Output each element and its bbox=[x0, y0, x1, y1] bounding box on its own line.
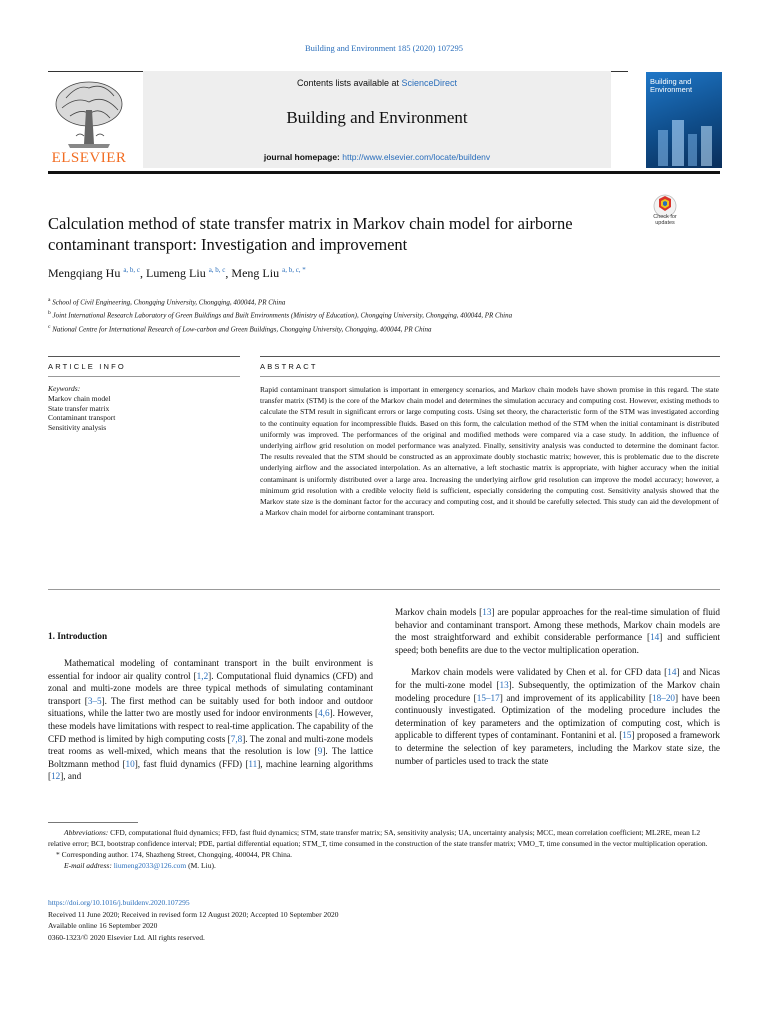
homepage-link[interactable]: http://www.elsevier.com/locate/buildenv bbox=[342, 152, 491, 162]
citation-ref[interactable]: 12 bbox=[51, 771, 61, 782]
author-affiliation-marks[interactable]: a, b, c, * bbox=[282, 266, 306, 274]
copyright: 0360-1323/© 2020 Elsevier Ltd. All rights reserved. bbox=[48, 932, 205, 942]
contents-prefix: Contents lists available at bbox=[296, 78, 402, 88]
section-heading-introduction: 1. Introduction bbox=[48, 631, 108, 641]
paragraph-text: ]. However, these models have limitations with respect to real-time application. The capability of the CFD method is limited by high computing costs [ bbox=[48, 708, 373, 744]
paragraph-text: ] and improvement of its applicability [ bbox=[499, 692, 653, 703]
abbreviations-footnote bbox=[48, 827, 720, 849]
citation-ref[interactable]: 13 bbox=[482, 607, 492, 617]
sciencedirect-link[interactable]: ScienceDirect bbox=[401, 78, 458, 88]
footnotes bbox=[48, 827, 720, 871]
paragraph-text: Markov chain models were validated by Chen et al. for CFD data [ bbox=[411, 667, 668, 678]
author-name[interactable]: Lumeng Liu bbox=[146, 266, 206, 280]
citation-ref[interactable]: 13 bbox=[499, 679, 509, 690]
email-label: E-mail address: bbox=[64, 861, 112, 870]
author-name[interactable]: Mengqiang Hu bbox=[48, 266, 121, 280]
intro-paragraph bbox=[395, 666, 720, 767]
paragraph-text: ]. The first method can be suitably used for both indoor and outdoor situations, while the latter two are mostly used for indoor environments [ bbox=[48, 695, 373, 719]
doi-link[interactable]: https://doi.org/10.1016/j.buildenv.2020.107295 bbox=[48, 898, 190, 907]
email-link[interactable]: liumeng2033@126.com bbox=[113, 861, 187, 870]
intro-paragraph bbox=[48, 657, 373, 783]
citation-ref[interactable]: 4,6 bbox=[318, 708, 330, 719]
affiliation-text: Joint International Research Laboratory of Green Buildings and Built Environments (Ministry of Education), Chongqing University, Chongqing, 400044, PR China bbox=[52, 311, 513, 320]
paragraph-text: ], and bbox=[60, 771, 82, 782]
body-right-column bbox=[395, 606, 720, 767]
cover-building-art bbox=[650, 112, 720, 166]
affiliation-text: School of Civil Engineering, Chongqing University, Chongqing, 400044, PR China bbox=[52, 298, 286, 307]
citation-ref[interactable]: 1,2 bbox=[196, 670, 209, 681]
journal-citation[interactable]: Building and Environment 185 (2020) 107295 bbox=[305, 43, 463, 53]
author-affiliation-marks[interactable]: a, b, c bbox=[123, 266, 141, 274]
abstract-bottom-rule bbox=[48, 589, 720, 590]
paragraph-text: Markov chain models [ bbox=[395, 607, 483, 617]
citation-ref[interactable]: 3–5 bbox=[87, 695, 102, 706]
keyword-item: Contaminant transport bbox=[48, 413, 116, 423]
paragraph-text: ] have been continuously investigated. Optimization of the modeling procedure includes the determination of key parameters and the optimization of computing cost, which is applicable to different types of contaminant. Fontanini et al. [ bbox=[395, 692, 720, 741]
footnote-rule bbox=[48, 822, 138, 823]
paragraph-text: ] and Nicas for the multi-zone model [ bbox=[395, 667, 720, 690]
keywords-block bbox=[48, 384, 238, 433]
abstract-rule bbox=[260, 356, 720, 357]
abbreviations-label: Abbreviations: bbox=[64, 828, 109, 837]
article-info-heading: ARTICLE INFO bbox=[48, 362, 126, 371]
affiliation-line bbox=[48, 295, 728, 308]
check-updates-label[interactable]: Check for updates bbox=[653, 214, 677, 226]
header-thick-rule bbox=[48, 171, 720, 174]
available-online: Available online 16 September 2020 bbox=[48, 921, 158, 930]
paragraph-text: ] proposed a framework to determine the selection of key parameters, including the Markov state size, the number of particles used to track the state bbox=[395, 730, 721, 766]
paragraph-text: ] and sufficient speed; both benefits are due to the vector multiplication operation. bbox=[395, 632, 720, 655]
affiliation-line bbox=[48, 308, 728, 321]
paragraph-text: ], machine learning algorithms [ bbox=[48, 758, 373, 782]
corresponding-author-note: * Corresponding author. 174, Shazheng Street, Chongqing, 400044, PR China. bbox=[56, 850, 293, 859]
affiliation-line bbox=[48, 322, 728, 335]
citation-ref[interactable]: 15–17 bbox=[476, 692, 500, 703]
article-meta bbox=[48, 897, 720, 943]
body-left-column bbox=[48, 657, 373, 783]
abstract-text: Rapid contaminant transport simulation is important in emergency scenarios, and Markov chain models have shown promise in this regard. The state transfer matrix (STM) is the core of the Markov chain model and determines the simulation accuracy and computing cost. However, existing methods to calculate the STM result in significant errors or large computing costs. Using set theory, the characteristic form of the STM was investigated according to the continuity equation for incompressible fluids. Based on this form, the calculation method of the STM when the initial contaminant is distributed uniformly was improved. The performances of the original and modified methods were compared via a case study. In addition, the influence of underlying airflow grid resolution on model performance was analyzed. Finally, sensitivity analysis was conducted to determine the dominant factor. The results revealed that the STM should be constructed as an approximate doubly stochastic matrix; however, this is problematic due to the discrete underlying airflow and the associated interpolation. As an alternative, a left stochastic matrix is appropriate, with higher accuracy when the initial contaminant is uniformly distributed over a large area. Increasing the underlying airflow grid resolution can improve the model accuracy; however, a minimum grid resolution with a credible velocity field is sufficient, especially considering the computing cost. Sensitivity analysis showed that the Markov state size is the dominant factor for the accuracy and computing cost, and it should be carefully selected. This study can aid the development of a Markov chain model for airborne contaminant transport. bbox=[260, 385, 719, 518]
keyword-item: Markov chain model bbox=[48, 393, 111, 403]
journal-homepage bbox=[143, 152, 611, 162]
publisher-name: ELSEVIER bbox=[51, 150, 127, 166]
keyword-item: Sensitivity analysis bbox=[48, 423, 107, 433]
homepage-label: journal homepage: bbox=[263, 152, 340, 162]
affiliation-mark: b bbox=[48, 310, 51, 317]
paragraph-text: ] are popular approaches for the real-time simulation of fluid behavior and contaminant transport. Among these methods, Markov chain models are the most straightforward and exhibit considerable performance [ bbox=[395, 607, 720, 643]
paragraph-text: ]. The zonal and multi-zone models treat rooms as well-mixed, which means that the resolution is low [ bbox=[48, 733, 373, 757]
keywords-label: Keywords: bbox=[48, 384, 81, 393]
email-suffix: (M. Liu). bbox=[188, 861, 216, 870]
citation-ref[interactable]: 18–20 bbox=[652, 692, 676, 703]
citation-ref[interactable]: 10 bbox=[125, 758, 135, 769]
author-affiliation-marks[interactable]: a, b, c bbox=[208, 266, 226, 274]
cover-title: Building and Environment bbox=[650, 77, 693, 94]
affiliations bbox=[48, 295, 728, 335]
article-info-rule bbox=[48, 356, 240, 357]
keyword-item: State transfer matrix bbox=[48, 403, 110, 413]
paragraph-text: ]. Subsequently, the optimization of the Markov chain modeling procedure [ bbox=[395, 679, 721, 703]
article-info-subrule bbox=[48, 376, 240, 377]
author-list: Mengqiang Hu $^{a, b, c}$, Lumeng Liu $^{a, b, c}$, Meng Liu $^{a, b, c, *}$ bbox=[48, 266, 306, 280]
abstract-subrule bbox=[260, 376, 720, 377]
email-note bbox=[48, 860, 720, 871]
citation-ref[interactable]: 7,8 bbox=[230, 733, 243, 744]
paragraph-text: Mathematical modeling of contaminant transport in the built environment is essential for indoor air quality control [ bbox=[48, 658, 373, 681]
affiliation-mark: c bbox=[48, 323, 51, 330]
contents-line bbox=[143, 78, 611, 88]
author-name[interactable]: Meng Liu bbox=[231, 266, 280, 280]
citation-ref[interactable]: 15 bbox=[622, 730, 632, 741]
article-title: Calculation method of state transfer matrix in Markov chain model for airborne contaminant transport: Investigation and improvement bbox=[48, 214, 573, 254]
abstract-heading: ABSTRACT bbox=[260, 362, 318, 371]
paragraph-text: ]. Computational fluid dynamics (CFD) and zonal and multi-zone models are three typical methods of simulating contaminant transport [ bbox=[48, 670, 373, 706]
paragraph-text: ], fast fluid dynamics (FFD) [ bbox=[134, 758, 249, 769]
intro-paragraph bbox=[395, 606, 720, 656]
citation-ref[interactable]: 9 bbox=[317, 746, 323, 757]
citation-ref[interactable]: 14 bbox=[667, 667, 677, 678]
received-dates: Received 11 June 2020; Received in revised form 12 August 2020; Accepted 10 September 2020 bbox=[48, 909, 339, 919]
journal-title: Building and Environment bbox=[286, 108, 468, 127]
citation-ref[interactable]: 14 bbox=[650, 632, 660, 643]
abbreviations-text: CFD, computational fluid dynamics; FFD, fast fluid dynamics; STM, state transfer matrix; SA, sensitivity analysis; UA, uncertainty analysis; MCC, mean correlation coefficient; ML2RE, mean L2 relative error; BCI, bootstrap confidence interval; PDE, partial differential equation; STM_T, time consumed in the construction of the state transfer matrix; VMO_T, time consumed in the vector multiplication operation. bbox=[48, 828, 708, 848]
affiliation-text: National Centre for International Research of Low-carbon and Green Buildings, Chongqing University, Chongqing, 400044, PR China bbox=[52, 324, 432, 333]
citation-ref[interactable]: 11 bbox=[248, 758, 258, 769]
paragraph-text: ]. The lattice Boltzmann method [ bbox=[48, 746, 373, 769]
affiliation-mark: a bbox=[48, 297, 51, 303]
